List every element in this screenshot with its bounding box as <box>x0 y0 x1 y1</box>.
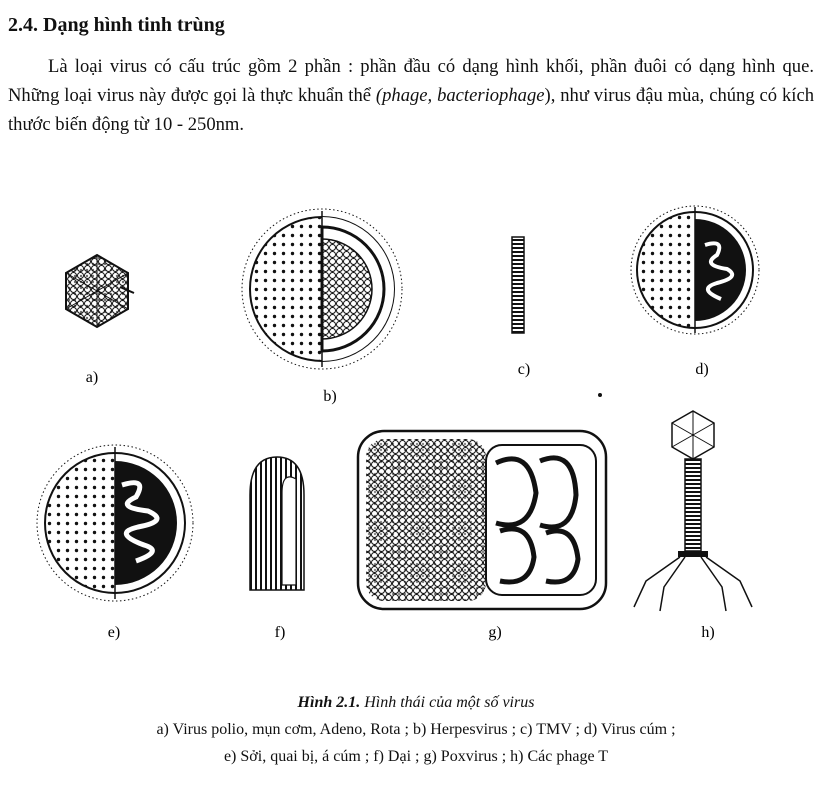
virus-a-icosahedral <box>66 255 134 327</box>
figure-label-g: g) <box>488 624 502 641</box>
virus-d-influenza <box>631 206 759 334</box>
figure-caption <box>0 689 832 770</box>
figure-label-f: f) <box>274 624 286 641</box>
virus-h-phage <box>634 411 752 611</box>
section-paragraph <box>8 52 814 139</box>
caption-number: Hình 2.1. <box>297 694 361 711</box>
virus-morphology-figure <box>0 195 832 645</box>
figure-label-e: e) <box>107 624 121 641</box>
stray-dot <box>598 393 602 397</box>
caption-line-2: e) Sởi, quai bị, á cúm ; f) Dại ; g) Poxvirus ; h) Các phage T <box>223 748 609 765</box>
caption-line-1: a) Virus polio, mụn cơm, Adeno, Rota ; b) Herpesvirus ; c) TMV ; d) Virus cúm ; <box>156 721 676 738</box>
figure-label-b: b) <box>323 388 337 405</box>
caption-title-text: Hình thái của một số virus <box>360 694 535 711</box>
figure-label-a: a) <box>85 369 99 386</box>
virus-e-measles <box>37 445 193 601</box>
paragraph-text-1: Là loại virus có cấu trúc gồm 2 phần : phần đầu có dạng hình khối, phần đuôi có dạng hình que. Những loại virus này được gọi là thực khuẩn thể <box>8 56 814 106</box>
virus-b-herpes <box>242 209 402 369</box>
section-heading: 2.4. Dạng hình tinh trùng <box>8 14 225 36</box>
virus-c-tmv <box>512 237 524 333</box>
figure-label-h: h) <box>701 624 715 641</box>
paragraph-italic-term: (phage, bacteriophage <box>375 85 545 106</box>
virus-g-pox <box>358 431 606 609</box>
virus-f-rabies <box>250 457 304 590</box>
figure-label-d: d) <box>695 361 709 378</box>
paragraph-text-2: ), như virus đậu mùa, chúng có kích thước biến động từ 10 - 250nm. <box>8 85 815 135</box>
caption-title <box>0 689 832 716</box>
figure-label-c: c) <box>517 361 531 378</box>
